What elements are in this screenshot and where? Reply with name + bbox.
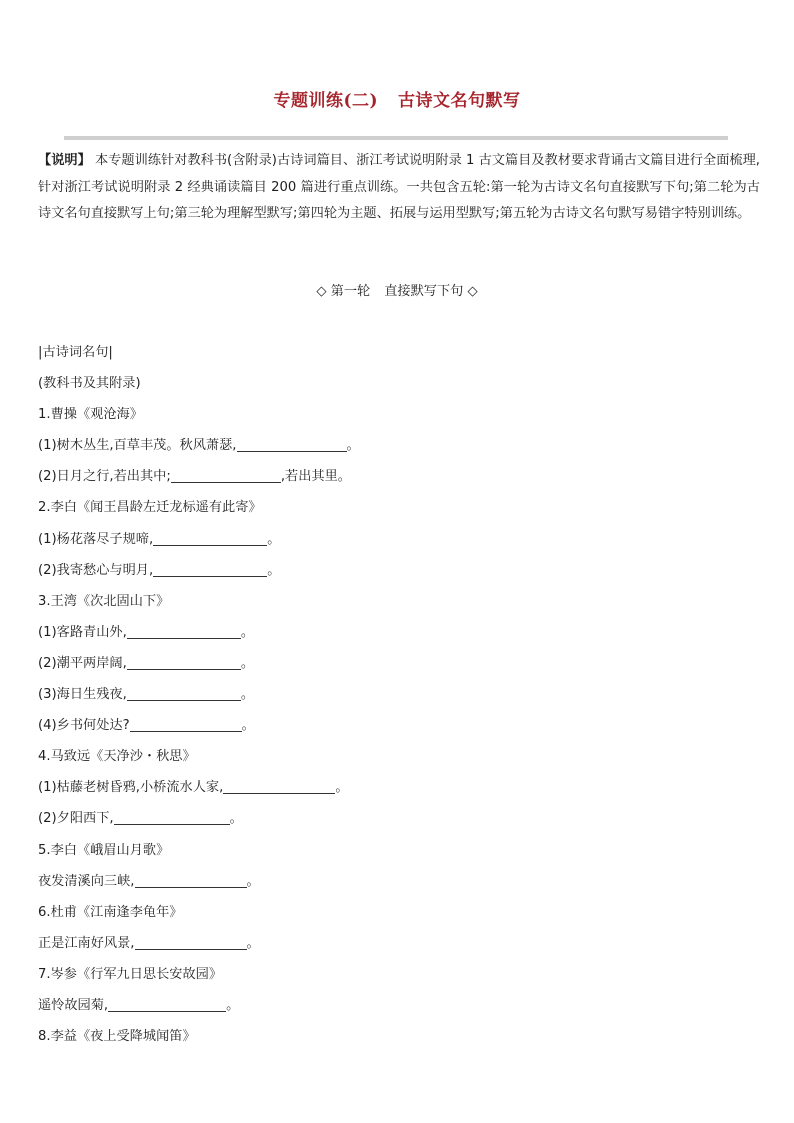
title-sub: 古诗文名句默写 (398, 91, 521, 111)
question-item (38, 617, 758, 648)
title-divider (64, 136, 728, 140)
poem-title: 6.杜甫《江南逢李龟年》 (38, 904, 183, 920)
question-item (38, 928, 758, 959)
question-item (38, 524, 758, 555)
answer-blank[interactable] (153, 560, 267, 577)
question-item (38, 679, 758, 710)
question-prompt: (2)夕阳西下, (38, 811, 114, 827)
question-prompt: (3)海日生残夜, (38, 687, 127, 703)
question-end: 。 (240, 687, 254, 703)
poem-title: 2.李白《闻王昌龄左迁龙标遥有此寄》 (38, 500, 262, 516)
question-prompt: 遥怜故园菊, (38, 997, 109, 1013)
question-prompt: (4)乡书何处达? (38, 718, 130, 734)
question-item (38, 866, 758, 897)
question-end: 。 (229, 811, 243, 827)
poem-title: 1.曹操《观沧海》 (38, 407, 143, 423)
question-end: 。 (267, 531, 281, 547)
section-heading: |古诗词名句| (38, 345, 113, 360)
poem-title: 8.李益《夜上受降城闻笛》 (38, 1029, 196, 1045)
question-item (38, 555, 758, 586)
round-label: ◇ 第一轮 (316, 284, 371, 299)
question-item (38, 990, 758, 1021)
question-prompt: 正是江南好风景, (38, 935, 135, 951)
question-end: 。 (226, 997, 240, 1013)
question-prompt: (1)杨花落尽子规啼, (38, 531, 154, 547)
answer-blank[interactable] (114, 808, 230, 825)
intro-text: 本专题训练针对教科书(含附录)古诗词篇目、浙江考试说明附录 1 古文篇目及教材要求背诵古文篇目进行全面梳理,针对浙江考试说明附录 2 经典诵读篇目 200 篇进行重点训练。一共包含五轮:第一轮为古诗文名句直接默写下句;第二轮为古诗文名句直接默写上句;第三轮为理解型默写;第四轮为主题、拓展与运用型默写;第五轮为古诗文名句默写易错字特别训练。 (38, 153, 760, 221)
question-end: 。 (240, 655, 254, 671)
question-end: 。 (246, 935, 260, 951)
answer-blank[interactable] (130, 715, 242, 732)
question-prompt: (2)日月之行,若出其中; (38, 469, 171, 485)
question-item (38, 430, 758, 461)
answer-blank[interactable] (127, 684, 241, 701)
section-subheading: (教科书及其附录) (38, 376, 141, 392)
question-item (38, 461, 758, 492)
question-end: 。 (241, 718, 255, 734)
answer-blank[interactable] (237, 435, 347, 452)
page-title (0, 86, 794, 111)
answer-blank[interactable] (108, 995, 226, 1012)
title-main: 专题训练(二) (273, 91, 379, 111)
answer-blank[interactable] (135, 933, 247, 950)
question-end: 。 (346, 438, 360, 454)
question-end: ,若出其里。 (280, 469, 351, 485)
poem-title: 4.马致远《天净沙・秋思》 (38, 749, 196, 765)
question-end: 。 (335, 780, 349, 796)
answer-blank[interactable] (171, 466, 281, 483)
poem-title: 7.岑参《行军九日思长安故园》 (38, 966, 223, 982)
question-prompt: (1)客路青山外, (38, 624, 127, 640)
question-prompt: (2)潮平两岸阔, (38, 655, 127, 671)
question-prompt: (2)我寄愁心与明月, (38, 562, 154, 578)
answer-blank[interactable] (153, 529, 267, 546)
round-heading (0, 280, 794, 299)
poem-title: 5.李白《峨眉山月歌》 (38, 842, 170, 858)
question-item (38, 710, 758, 741)
intro-paragraph (38, 148, 760, 228)
question-end: 。 (267, 562, 281, 578)
answer-blank[interactable] (127, 653, 241, 670)
question-item (38, 803, 758, 834)
answer-blank[interactable] (135, 871, 247, 888)
question-end: 。 (246, 873, 260, 889)
question-item (38, 648, 758, 679)
answer-blank[interactable] (223, 777, 335, 794)
question-list (38, 337, 758, 1052)
round-title: 直接默写下句 ◇ (384, 284, 478, 299)
question-item (38, 772, 758, 803)
question-prompt: (1)树木丛生,百草丰茂。秋风萧瑟, (38, 438, 237, 454)
answer-blank[interactable] (127, 622, 241, 639)
question-end: 。 (240, 624, 254, 640)
question-prompt: 夜发清溪向三峡, (38, 873, 135, 889)
poem-title: 3.王湾《次北固山下》 (38, 593, 170, 609)
intro-tag: 【说明】 (38, 153, 91, 168)
question-prompt: (1)枯藤老树昏鸦,小桥流水人家, (38, 780, 224, 796)
